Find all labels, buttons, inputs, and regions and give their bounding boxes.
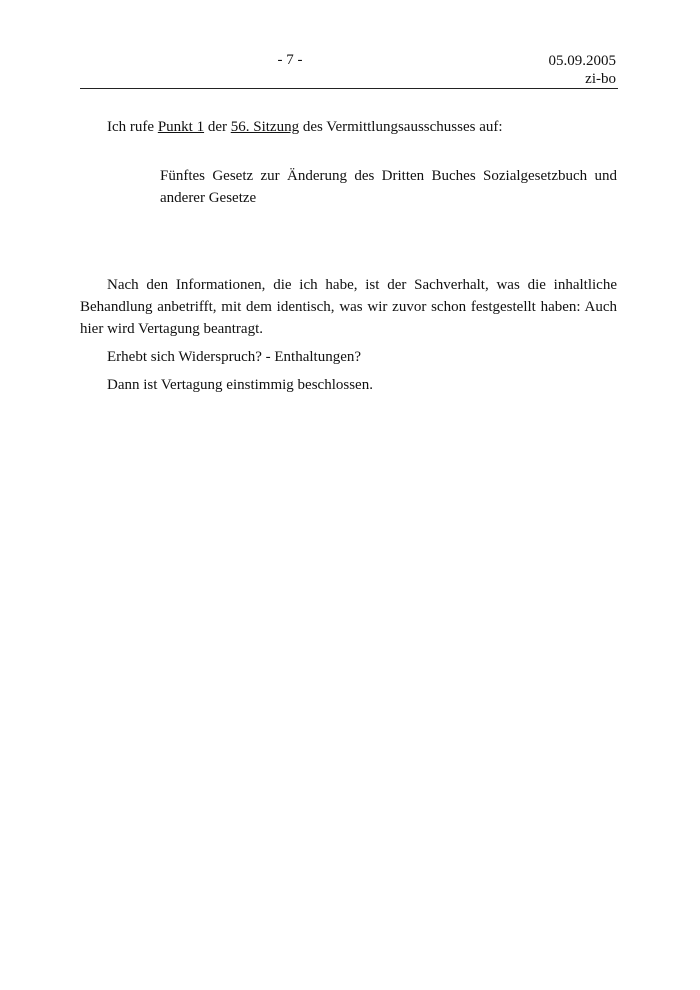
page-header: [80, 50, 618, 89]
decision-statement: Dann ist Vertagung einstimmig beschlossen.: [107, 377, 373, 393]
header-meta: [549, 52, 617, 88]
intro-paragraph: [80, 116, 617, 138]
header-date: 05.09.2005: [548, 53, 616, 69]
agenda-point-reference: Punkt 1: [157, 119, 205, 135]
intro-middle: der: [204, 119, 231, 135]
objection-question: Erhebt sich Widerspruch? - Enthaltungen?: [107, 349, 362, 365]
page-number: - 7 -: [277, 52, 303, 68]
session-reference: 56. Sitzung: [230, 119, 300, 135]
agenda-item-title: Fünftes Gesetz zur Änderung des Dritten Buches Sozialgesetzbuch und anderer Gesetze: [160, 168, 617, 206]
document-body: [80, 116, 617, 396]
intro-prefix: Ich rufe: [107, 119, 158, 135]
intro-suffix: des Vermittlungsausschusses auf:: [299, 119, 503, 135]
header-initials: zi-bo: [585, 71, 616, 87]
information-paragraph: Nach den Informationen, die ich habe, ist der Sachverhalt, was die inhaltliche Behandlung anbetrifft, mit dem identisch, was wir zuvor schon festgestellt haben: Auch hier wird Vertagung beantragt.: [80, 277, 617, 337]
